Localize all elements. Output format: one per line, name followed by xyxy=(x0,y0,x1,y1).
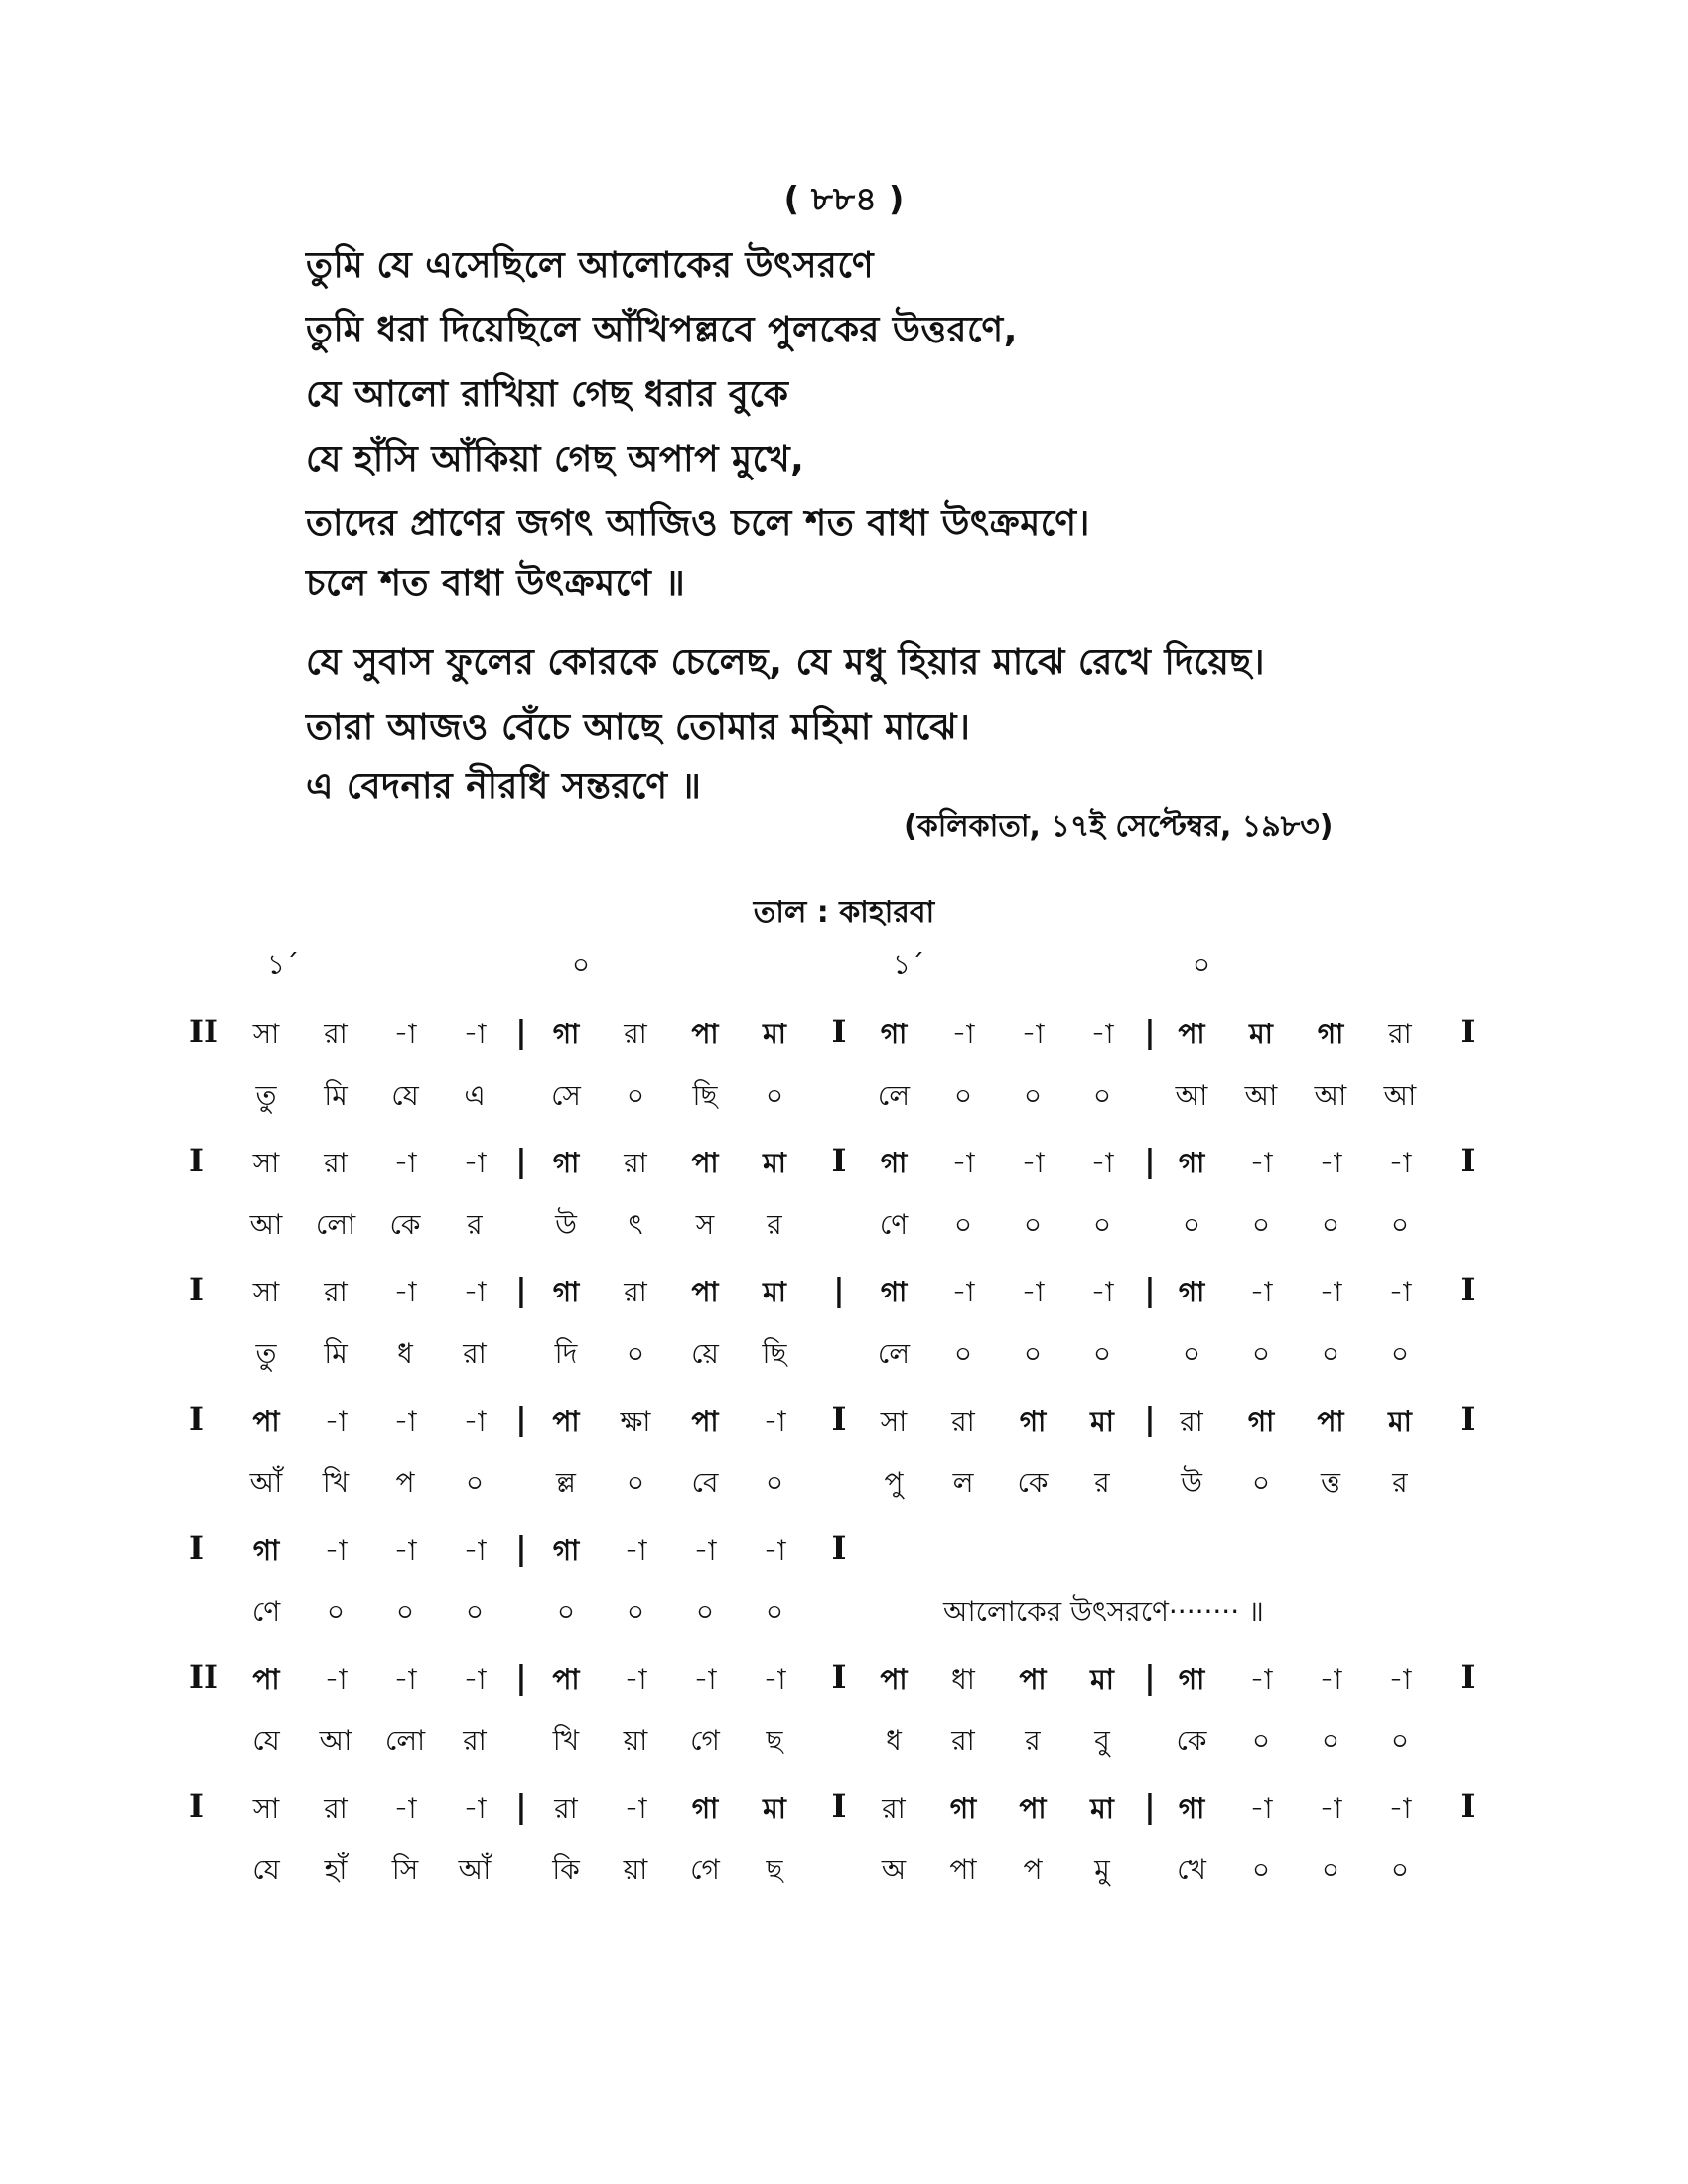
swara-note: -া xyxy=(393,1663,417,1696)
swara-note: -া xyxy=(1021,1147,1045,1179)
lyric-syllable: গে xyxy=(690,1724,720,1757)
swara-note: মা xyxy=(1090,1792,1114,1825)
lyric-syllable: ছ xyxy=(766,1724,783,1757)
lyric-syllable: যে xyxy=(252,1724,280,1757)
row-end-mark: I xyxy=(1460,1271,1476,1308)
swara-note: গা xyxy=(1178,1663,1205,1696)
lyric-syllable: ধ xyxy=(397,1337,413,1370)
lyric-syllable: ৎ xyxy=(628,1208,643,1241)
lyric-syllable: কে xyxy=(1017,1466,1049,1499)
swara-note: -া xyxy=(624,1534,647,1567)
bar-divider: | xyxy=(515,1142,527,1179)
lyric-syllable: খি xyxy=(552,1724,580,1757)
swara-note: সা xyxy=(252,1018,280,1050)
swara-note: -া xyxy=(393,1792,417,1825)
lyric-syllable: ০ xyxy=(953,1208,973,1241)
date-caption: (কলিকাতা, ১৭ই সেপ্টেম্বর, ১৯৮৩) xyxy=(904,809,1334,844)
bar-divider: | xyxy=(1144,1400,1156,1437)
bar-divider: | xyxy=(1144,1271,1156,1308)
swara-note: পা xyxy=(1019,1663,1047,1696)
lyric-syllable: আ xyxy=(1175,1079,1208,1112)
swara-note: গা xyxy=(1178,1792,1205,1825)
lyric-syllable: তু xyxy=(255,1079,277,1112)
lyric-syllable: ০ xyxy=(1321,1337,1340,1370)
swara-note: পা xyxy=(252,1405,280,1437)
lyric-line: যে হাঁসি আঁকিয়া গেছ অপাপ মুখে, xyxy=(306,439,805,479)
lyric-syllable: ০ xyxy=(1321,1208,1340,1241)
lyric-syllable: ত্ত xyxy=(1320,1466,1341,1499)
row-end-mark: I xyxy=(1460,1787,1476,1825)
lyric-syllable: দি xyxy=(554,1337,578,1370)
lyric-syllable: মি xyxy=(324,1079,348,1112)
swara-note: গা xyxy=(552,1147,580,1179)
bar-divider: | xyxy=(1144,1142,1156,1179)
lyric-line: তুমি যে এসেছিলে আলোকের উৎসরণে xyxy=(306,245,875,286)
lyric-syllable: ০ xyxy=(1390,1208,1410,1241)
swara-note: রা xyxy=(1388,1018,1412,1050)
lyric-syllable: খি xyxy=(322,1466,350,1499)
lyric-syllable: ণে xyxy=(251,1595,281,1628)
refrain-text: আলোকের উৎসরণে········ ॥ xyxy=(943,1595,1264,1628)
swara-note: -া xyxy=(463,1534,487,1567)
bar-divider: | xyxy=(515,1400,527,1437)
swara-note: -া xyxy=(1249,1663,1273,1696)
swara-note: -া xyxy=(624,1792,647,1825)
swara-note: -া xyxy=(1319,1663,1342,1696)
swara-note: -া xyxy=(1388,1663,1412,1696)
bar-divider: | xyxy=(515,1658,527,1696)
lyric-syllable: ০ xyxy=(953,1079,973,1112)
lyric-syllable: লো xyxy=(384,1724,426,1757)
lyric-syllable: র xyxy=(767,1208,782,1241)
swara-note: -া xyxy=(1388,1276,1412,1308)
bar-divider: I xyxy=(831,1529,847,1567)
bar-divider: I xyxy=(831,1013,847,1050)
swara-note: -া xyxy=(693,1534,717,1567)
lyric-syllable: সে xyxy=(551,1079,581,1112)
swara-note: সা xyxy=(252,1147,280,1179)
lyric-syllable: ০ xyxy=(1092,1079,1112,1112)
swara-note: মা xyxy=(763,1276,786,1308)
swara-note: -া xyxy=(951,1276,975,1308)
lyric-syllable: স xyxy=(695,1208,715,1241)
lyric-syllable: ধ xyxy=(886,1724,902,1757)
swara-note: গা xyxy=(252,1534,280,1567)
bar-divider: I xyxy=(831,1142,847,1179)
swara-note: -া xyxy=(393,1147,417,1179)
swara-note: পা xyxy=(880,1663,908,1696)
lyric-syllable: আঁ xyxy=(249,1466,283,1499)
swara-note: -া xyxy=(1090,1018,1114,1050)
beat-marker: ১´ xyxy=(892,948,925,981)
lyric-syllable: কে xyxy=(389,1208,421,1241)
lyric-syllable: ল্ল xyxy=(556,1466,576,1499)
swara-note: -া xyxy=(393,1276,417,1308)
lyric-syllable: লে xyxy=(877,1337,911,1370)
swara-note: -া xyxy=(763,1663,786,1696)
bar-divider: I xyxy=(831,1658,847,1696)
lyric-syllable: প xyxy=(1023,1853,1043,1886)
lyric-line: যে সুবাস ফুলের কোরকে চেলেছ, যে মধু হিয়ার মাঝে রেখে দিয়েছ। xyxy=(306,642,1266,683)
lyric-syllable: খে xyxy=(1177,1853,1206,1886)
lyric-syllable: ছি xyxy=(692,1079,718,1112)
swara-note: ধা xyxy=(951,1663,975,1696)
lyric-syllable: মি xyxy=(324,1337,348,1370)
swara-note: -া xyxy=(1319,1147,1342,1179)
swara-note: পা xyxy=(1317,1405,1344,1437)
lyric-syllable: কি xyxy=(552,1853,580,1886)
lyric-syllable: আ xyxy=(1314,1079,1347,1112)
lyric-syllable: আ xyxy=(249,1208,283,1241)
beat-marker: ০ xyxy=(571,948,591,981)
bar-divider: | xyxy=(515,1529,527,1567)
lyric-syllable: ০ xyxy=(1251,1337,1271,1370)
lyric-syllable: ০ xyxy=(1023,1079,1043,1112)
swara-note: পা xyxy=(1178,1018,1205,1050)
swara-note: গা xyxy=(1178,1147,1205,1179)
lyric-syllable: য়ে xyxy=(691,1337,719,1370)
lyric-syllable: ০ xyxy=(1023,1337,1043,1370)
lyric-syllable: আ xyxy=(1244,1079,1278,1112)
swara-note: -া xyxy=(393,1405,417,1437)
swara-note: সা xyxy=(252,1276,280,1308)
bar-divider: | xyxy=(833,1271,845,1308)
swara-note: ক্ষা xyxy=(620,1405,651,1437)
swara-note: রা xyxy=(1180,1405,1203,1437)
swara-note: গা xyxy=(1317,1018,1344,1050)
lyric-line: তুমি ধরা দিয়েছিলে আঁখিপল্লবে পুলকের উত্তরণে, xyxy=(306,310,1018,350)
swara-note: -া xyxy=(763,1405,786,1437)
lyric-syllable: ০ xyxy=(765,1079,784,1112)
lyric-syllable: ০ xyxy=(1251,1853,1271,1886)
lyric-syllable: বু xyxy=(1094,1724,1110,1757)
swara-note: মা xyxy=(1090,1405,1114,1437)
swara-note: -া xyxy=(463,1018,487,1050)
swara-note: -া xyxy=(1249,1792,1273,1825)
lyric-syllable: ০ xyxy=(556,1595,576,1628)
bar-divider: | xyxy=(515,1013,527,1050)
row-end-mark: I xyxy=(1460,1013,1476,1050)
swara-note: পা xyxy=(691,1405,719,1437)
lyric-syllable: রা xyxy=(463,1724,487,1757)
lyric-syllable: ০ xyxy=(765,1595,784,1628)
lyric-syllable: মু xyxy=(1094,1853,1110,1886)
lyric-syllable: ০ xyxy=(1321,1853,1340,1886)
page-number: ( ৮৮৪ ) xyxy=(783,180,905,219)
lyric-syllable: রা xyxy=(951,1724,975,1757)
row-end-mark: I xyxy=(1460,1142,1476,1179)
lyric-syllable: উ xyxy=(1181,1466,1202,1499)
lyric-syllable: র xyxy=(1025,1724,1041,1757)
lyric-syllable: আ xyxy=(1383,1079,1417,1112)
lyric-syllable: ০ xyxy=(1251,1208,1271,1241)
swara-note: মা xyxy=(763,1792,786,1825)
lyric-syllable: র xyxy=(1392,1466,1408,1499)
swara-note: গা xyxy=(880,1276,908,1308)
lyric-syllable: পু xyxy=(884,1466,904,1499)
swara-note: -া xyxy=(393,1018,417,1050)
swara-note: -া xyxy=(324,1663,348,1696)
swara-note: পা xyxy=(552,1663,580,1696)
swara-note: রা xyxy=(624,1147,647,1179)
swara-note: গা xyxy=(552,1276,580,1308)
lyric-syllable: র xyxy=(1094,1466,1110,1499)
lyric-line: এ বেদনার নীরধি সন্তরণে ॥ xyxy=(306,766,702,807)
swara-note: -া xyxy=(1021,1276,1045,1308)
swara-note: সা xyxy=(252,1792,280,1825)
lyric-syllable: ০ xyxy=(1182,1337,1201,1370)
lyric-syllable: ০ xyxy=(1390,1337,1410,1370)
beat-marker: ০ xyxy=(1192,948,1211,981)
swara-note: পা xyxy=(691,1276,719,1308)
swara-note: -া xyxy=(463,1663,487,1696)
lyric-syllable: ছ xyxy=(766,1853,783,1886)
lyric-syllable: ০ xyxy=(465,1595,485,1628)
bar-divider: I xyxy=(831,1787,847,1825)
lyric-line: যে আলো রাখিয়া গেছ ধরার বুকে xyxy=(306,374,789,415)
swara-note: গা xyxy=(1019,1405,1047,1437)
lyric-syllable: এ xyxy=(464,1079,486,1112)
swara-note: গা xyxy=(880,1018,908,1050)
lyric-syllable: ০ xyxy=(1023,1208,1043,1241)
swara-note: রা xyxy=(324,1018,348,1050)
lyric-syllable: ০ xyxy=(395,1595,415,1628)
lyric-syllable: লে xyxy=(877,1079,911,1112)
lyric-syllable: ০ xyxy=(626,1466,645,1499)
lyric-syllable: গে xyxy=(690,1853,720,1886)
swara-note: -া xyxy=(463,1792,487,1825)
swara-note: পা xyxy=(1019,1792,1047,1825)
swara-note: পা xyxy=(552,1405,580,1437)
bar-divider: I xyxy=(831,1400,847,1437)
row-end-mark: I xyxy=(1460,1658,1476,1696)
lyric-syllable: প xyxy=(395,1466,415,1499)
bar-divider: | xyxy=(515,1271,527,1308)
lyric-syllable: ০ xyxy=(465,1466,485,1499)
swara-note: রা xyxy=(324,1147,348,1179)
swara-note: -া xyxy=(393,1534,417,1567)
lyric-syllable: ০ xyxy=(1251,1724,1271,1757)
swara-note: রা xyxy=(324,1792,348,1825)
swara-note: -া xyxy=(1249,1276,1273,1308)
lyric-syllable: ল xyxy=(952,1466,974,1499)
swara-note: গা xyxy=(691,1792,719,1825)
lyric-syllable: পা xyxy=(949,1853,977,1886)
swara-note: -া xyxy=(1319,1792,1342,1825)
lyric-syllable: রা xyxy=(463,1337,487,1370)
swara-note: গা xyxy=(1247,1405,1275,1437)
swara-note: গা xyxy=(552,1534,580,1567)
lyric-syllable: তু xyxy=(255,1337,277,1370)
row-start-mark: I xyxy=(189,1787,204,1825)
lyric-syllable: ০ xyxy=(1182,1208,1201,1241)
bar-divider: | xyxy=(1144,1787,1156,1825)
swara-note: গা xyxy=(949,1792,977,1825)
swara-note: রা xyxy=(624,1018,647,1050)
row-start-mark: I xyxy=(189,1529,204,1567)
beat-marker: ১´ xyxy=(266,948,300,981)
swara-note: -া xyxy=(951,1147,975,1179)
swara-note: পা xyxy=(691,1018,719,1050)
swara-note: -া xyxy=(1388,1792,1412,1825)
swara-note: -া xyxy=(1021,1018,1045,1050)
bar-divider: | xyxy=(1144,1658,1156,1696)
swara-note: রা xyxy=(951,1405,975,1437)
lyric-line: তারা আজও বেঁচে আছে তোমার মহিমা মাঝে। xyxy=(306,707,971,748)
swara-note: সা xyxy=(880,1405,908,1437)
lyric-syllable: যে xyxy=(391,1079,419,1112)
lyric-syllable: ০ xyxy=(626,1079,645,1112)
lyric-syllable: ০ xyxy=(1092,1208,1112,1241)
lyric-syllable: ০ xyxy=(1390,1853,1410,1886)
bar-divider: | xyxy=(515,1787,527,1825)
swara-note: পা xyxy=(252,1663,280,1696)
tala-heading: তাল : কাহারবা xyxy=(753,895,935,930)
lyric-syllable: ০ xyxy=(1321,1724,1340,1757)
lyric-syllable: ছি xyxy=(762,1337,787,1370)
swara-note: মা xyxy=(1249,1018,1273,1050)
swara-note: মা xyxy=(1090,1663,1114,1696)
swara-note: গা xyxy=(880,1147,908,1179)
swara-note: মা xyxy=(763,1018,786,1050)
lyric-syllable: যে xyxy=(252,1853,280,1886)
swara-note: -া xyxy=(1090,1147,1114,1179)
bar-divider: | xyxy=(1144,1013,1156,1050)
swara-note: গা xyxy=(552,1018,580,1050)
swara-note: -া xyxy=(763,1534,786,1567)
lyric-syllable: সি xyxy=(391,1853,419,1886)
lyric-syllable: কে xyxy=(1176,1724,1207,1757)
lyric-syllable: ০ xyxy=(953,1337,973,1370)
lyric-syllable: অ xyxy=(881,1853,907,1886)
swara-note: -া xyxy=(463,1276,487,1308)
lyric-line: চলে শত বাধা উৎক্রমণে ॥ xyxy=(306,563,686,604)
lyric-syllable: ণে xyxy=(879,1208,909,1241)
swara-note: -া xyxy=(951,1018,975,1050)
swara-note: -া xyxy=(1249,1147,1273,1179)
swara-note: -া xyxy=(324,1534,348,1567)
swara-note: -া xyxy=(463,1405,487,1437)
lyric-syllable: ০ xyxy=(1092,1337,1112,1370)
lyric-syllable: বে xyxy=(691,1466,719,1499)
row-start-mark: I xyxy=(189,1400,204,1437)
lyric-syllable: আ xyxy=(319,1724,352,1757)
swara-note: রা xyxy=(554,1792,578,1825)
swara-note: -া xyxy=(693,1663,717,1696)
swara-note: -া xyxy=(1388,1147,1412,1179)
swara-note: -া xyxy=(1090,1276,1114,1308)
lyric-syllable: ০ xyxy=(626,1595,645,1628)
swara-note: গা xyxy=(1178,1276,1205,1308)
lyric-line: তাদের প্রাণের জগৎ আজিও চলে শত বাধা উৎক্রমণে। xyxy=(306,503,1090,544)
swara-note: -া xyxy=(1319,1276,1342,1308)
swara-note: রা xyxy=(324,1276,348,1308)
row-start-mark: I xyxy=(189,1271,204,1308)
swara-note: মা xyxy=(763,1147,786,1179)
lyric-syllable: য়া xyxy=(623,1853,648,1886)
row-start-mark: II xyxy=(189,1013,218,1050)
lyric-syllable: ০ xyxy=(765,1466,784,1499)
lyric-syllable: ০ xyxy=(1390,1724,1410,1757)
lyric-syllable: হাঁ xyxy=(324,1853,348,1886)
lyric-syllable: লো xyxy=(315,1208,356,1241)
row-start-mark: I xyxy=(189,1142,204,1179)
lyric-syllable: ০ xyxy=(695,1595,715,1628)
swara-note: -া xyxy=(324,1405,348,1437)
lyric-syllable: র xyxy=(467,1208,483,1241)
swara-note: রা xyxy=(624,1276,647,1308)
swara-note: পা xyxy=(691,1147,719,1179)
swara-note: রা xyxy=(882,1792,906,1825)
lyric-syllable: ০ xyxy=(326,1595,346,1628)
swara-note: মা xyxy=(1388,1405,1412,1437)
lyric-syllable: উ xyxy=(555,1208,577,1241)
lyric-syllable: ০ xyxy=(1251,1466,1271,1499)
lyric-syllable: য়া xyxy=(623,1724,648,1757)
lyric-syllable: আঁ xyxy=(458,1853,492,1886)
row-end-mark: I xyxy=(1460,1400,1476,1437)
lyric-syllable: ০ xyxy=(626,1337,645,1370)
row-start-mark: II xyxy=(189,1658,218,1696)
swara-note: -া xyxy=(624,1663,647,1696)
swara-note: -া xyxy=(463,1147,487,1179)
